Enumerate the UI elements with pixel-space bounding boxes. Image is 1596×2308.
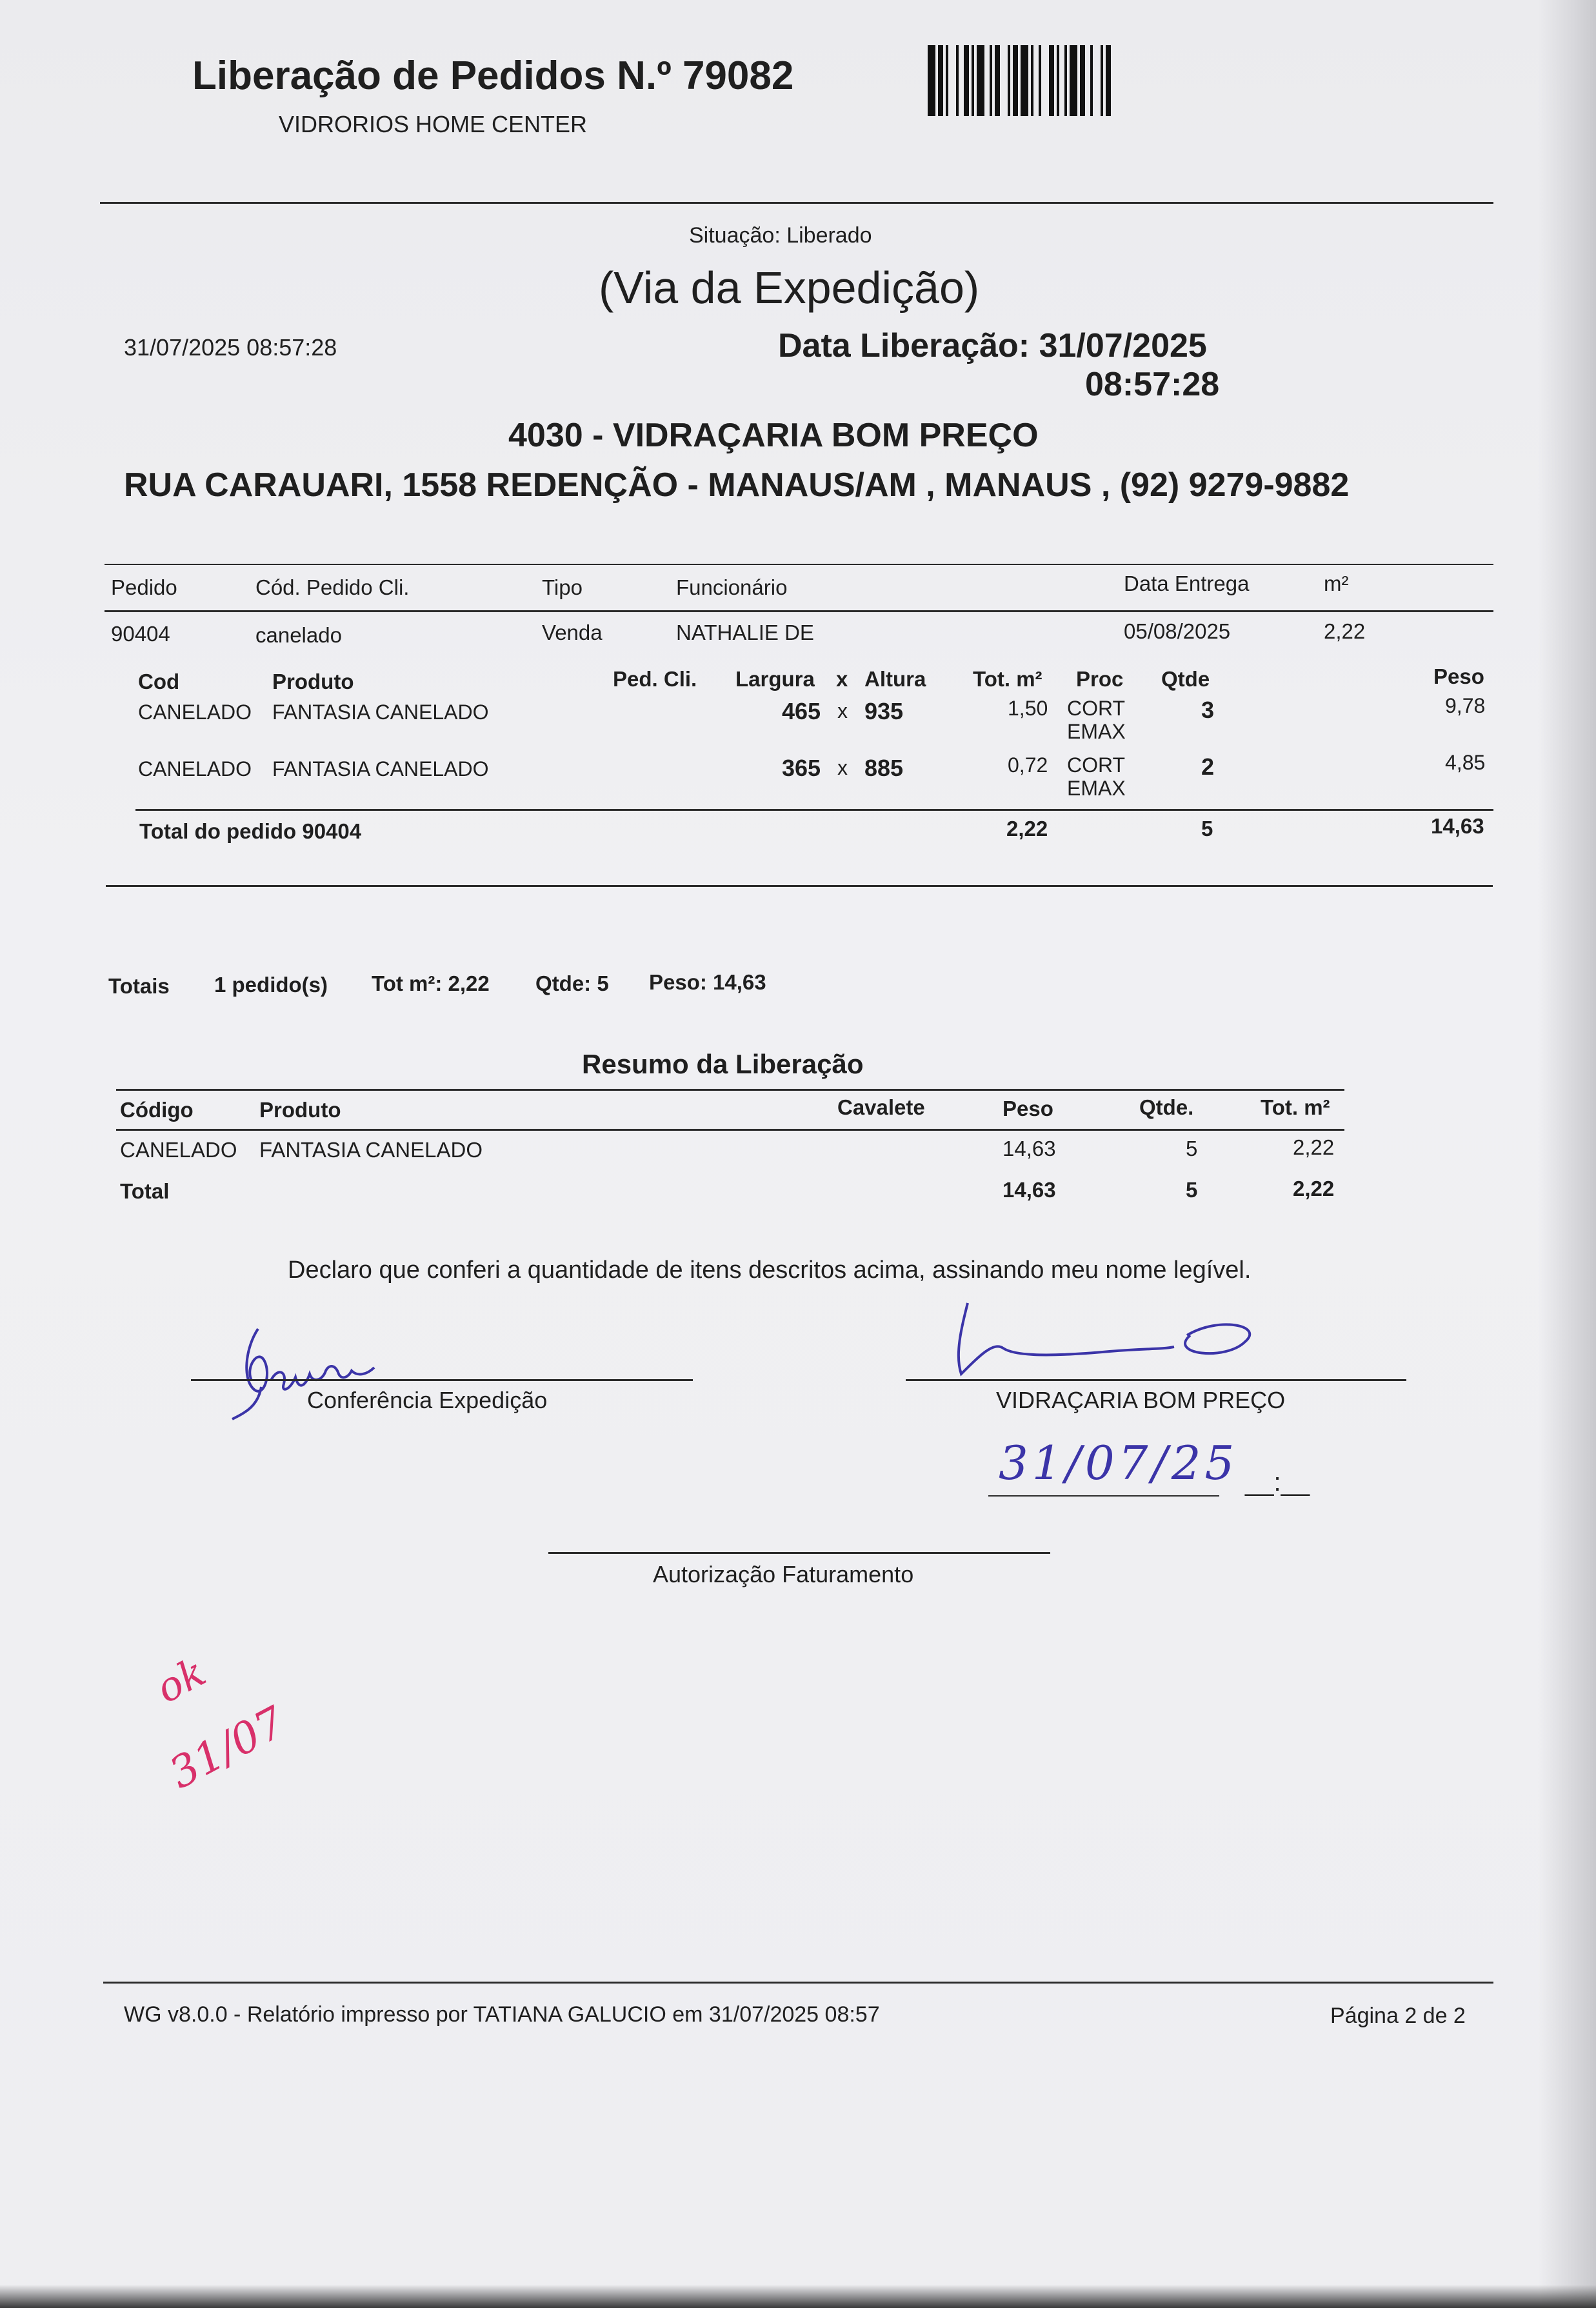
totals-qtde: Qtde: 5 — [535, 971, 609, 995]
item-peso: 9,78 — [1445, 694, 1486, 717]
item-cod: CANELADO — [138, 701, 252, 724]
summary-produto: FANTASIA CANELADO — [259, 1138, 483, 1162]
items-col-altura: Altura — [864, 667, 926, 691]
item-tot-m2: 1,50 — [1008, 697, 1048, 720]
summary-total-tot-m2: 2,22 — [1293, 1177, 1335, 1200]
items-col-peso: Peso — [1433, 664, 1484, 688]
summary-title: Resumo da Liberação — [582, 1049, 864, 1079]
summary-peso: 14,63 — [1002, 1137, 1056, 1160]
summary-col-tot-m2: Tot. m² — [1261, 1095, 1330, 1119]
summary-total-label: Total — [120, 1179, 170, 1203]
footer-printed-by: WG v8.0.0 - Relatório impresso por TATIANA GALUCIO em 31/07/2025 08:57 — [124, 2002, 880, 2027]
items-col-qtde: Qtde — [1161, 667, 1210, 691]
time-blank: __:__ — [1245, 1468, 1310, 1497]
items-col-cod: Cod — [138, 670, 180, 693]
stamp-note-ok: ok — [148, 1647, 214, 1713]
item-qtde: 2 — [1201, 753, 1215, 780]
stamp-note-date: 31/07 — [161, 1696, 294, 1798]
summary-col-produto: Produto — [259, 1098, 341, 1122]
order-employee: NATHALIE DE — [676, 621, 814, 644]
col-tipo: Tipo — [542, 575, 583, 599]
order-total-label: Total do pedido 90404 — [139, 819, 362, 843]
signature-line — [906, 1379, 1406, 1381]
signature-customer — [942, 1290, 1277, 1393]
item-x: x — [837, 756, 848, 779]
items-col-ped-cli: Ped. Cli. — [613, 667, 697, 691]
signature-line — [548, 1552, 1050, 1554]
summary-codigo: CANELADO — [120, 1138, 237, 1162]
totals-m2: Tot m²: 2,22 — [372, 971, 490, 995]
item-proc-2: EMAX — [1067, 777, 1126, 800]
customer-signature-label: VIDRAÇARIA BOM PREÇO — [996, 1387, 1286, 1413]
order-m2: 2,22 — [1324, 619, 1366, 643]
col-m2: m² — [1324, 572, 1349, 595]
declaration-text: Declaro que conferi a quantidade de itens descritos acima, assinando meu nome legível. — [288, 1257, 1252, 1284]
item-largura: 465 — [782, 698, 821, 724]
summary-col-qtde: Qtde. — [1139, 1095, 1194, 1119]
printed-datetime: 31/07/2025 08:57:28 — [124, 334, 337, 361]
totals-pedidos: 1 pedido(s) — [214, 973, 328, 997]
items-col-x: x — [836, 667, 848, 691]
divider — [106, 885, 1493, 887]
col-funcionario: Funcionário — [676, 575, 788, 599]
item-x: x — [837, 699, 848, 722]
divider — [116, 1089, 1344, 1091]
summary-col-peso: Peso — [1002, 1097, 1053, 1120]
item-peso: 4,85 — [1445, 751, 1486, 774]
page-bottom-edge — [0, 2285, 1596, 2308]
customer-name: 4030 - VIDRAÇARIA BOM PREÇO — [508, 417, 1039, 454]
summary-tot-m2: 2,22 — [1293, 1135, 1335, 1159]
items-col-tot-m2: Tot. m² — [973, 667, 1042, 691]
col-data-entrega: Data Entrega — [1124, 572, 1250, 595]
customer-address: RUA CARAUARI, 1558 REDENÇÃO - MANAUS/AM , MANAUS , (92) 9279-9882 — [124, 466, 1350, 504]
conferencia-label: Conferência Expedição — [307, 1387, 548, 1413]
item-produto: FANTASIA CANELADO — [272, 701, 489, 724]
divider — [105, 564, 1493, 565]
copy-label: (Via da Expedição) — [599, 263, 980, 313]
order-type: Venda — [542, 621, 603, 644]
item-produto: FANTASIA CANELADO — [272, 757, 489, 781]
footer-page-number: Página 2 de 2 — [1330, 2004, 1466, 2028]
divider — [116, 1129, 1344, 1131]
item-tot-m2: 0,72 — [1008, 753, 1048, 777]
item-qtde: 3 — [1201, 697, 1215, 723]
item-proc-1: CORT — [1067, 697, 1126, 720]
billing-authorization-label: Autorização Faturamento — [653, 1561, 914, 1587]
status-text: Situação: Liberado — [689, 223, 872, 248]
summary-col-codigo: Código — [120, 1098, 194, 1122]
divider — [103, 1982, 1493, 1984]
barcode-image — [928, 45, 1173, 119]
summary-col-cavalete: Cavalete — [837, 1095, 925, 1119]
company-name: VIDRORIOS HOME CENTER — [279, 111, 588, 137]
release-date: Data Liberação: 31/07/2025 — [778, 327, 1207, 364]
item-altura: 885 — [864, 755, 904, 781]
summary-total-qtde: 5 — [1186, 1178, 1198, 1202]
order-total-qtde: 5 — [1201, 817, 1213, 841]
order-number: 90404 — [111, 622, 170, 646]
report-title: Liberação de Pedidos N.º 79082 — [192, 54, 794, 98]
items-col-proc: Proc — [1076, 667, 1124, 691]
item-proc-1: CORT — [1067, 753, 1126, 777]
item-altura: 935 — [864, 698, 904, 724]
summary-qtde: 5 — [1186, 1137, 1198, 1160]
date-line — [988, 1495, 1219, 1497]
summary-total-peso: 14,63 — [1002, 1178, 1056, 1202]
page-edge-shadow — [1538, 0, 1596, 2308]
divider — [135, 809, 1493, 811]
signature-line — [191, 1379, 693, 1381]
item-cod: CANELADO — [138, 757, 252, 781]
col-pedido: Pedido — [111, 575, 177, 599]
item-proc-2: EMAX — [1067, 720, 1126, 743]
release-time: 08:57:28 — [1085, 366, 1220, 403]
items-col-produto: Produto — [272, 670, 354, 693]
handwritten-date: 31/07/25 — [999, 1436, 1239, 1490]
order-total-peso: 14,63 — [1431, 814, 1484, 838]
item-largura: 365 — [782, 755, 821, 781]
divider — [105, 610, 1493, 612]
order-total-m2: 2,22 — [1006, 817, 1048, 841]
order-delivery-date: 05/08/2025 — [1124, 619, 1231, 643]
order-client-code: canelado — [255, 623, 342, 647]
items-col-largura: Largura — [735, 667, 815, 691]
totals-peso: Peso: 14,63 — [649, 970, 766, 994]
divider — [100, 202, 1493, 204]
col-cod-pedido-cli: Cód. Pedido Cli. — [255, 575, 410, 599]
totals-label: Totais — [108, 974, 170, 998]
